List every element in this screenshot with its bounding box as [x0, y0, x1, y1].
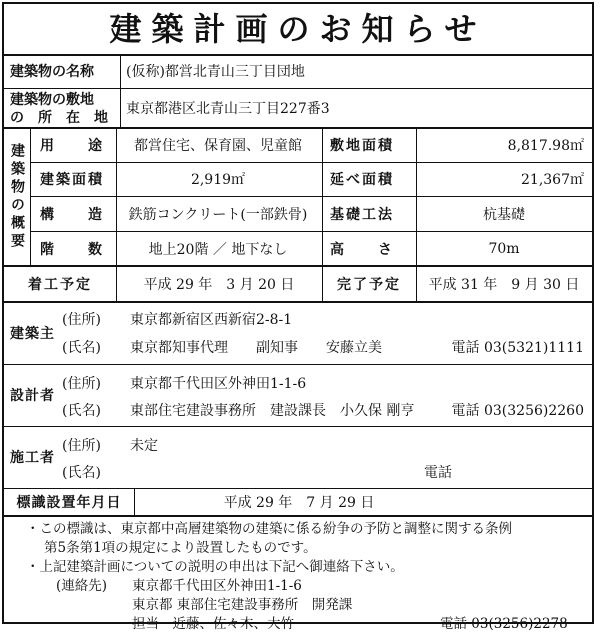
usage-label: 用 途 — [40, 138, 104, 154]
contractor-address-label: (住所) — [62, 438, 101, 454]
building-name-value: (仮称)都営北青山三丁目団地 — [126, 64, 305, 80]
designer-phone: 電話 03(3256)2260 — [451, 403, 584, 419]
contact-office: 東京都 東部住宅建設事務所 開発課 — [132, 597, 353, 613]
foundation-value: 杭基礎 — [483, 206, 525, 223]
note-line-2: 第5条第1項の規定により設置したものです。 — [44, 540, 317, 556]
designer-address-label: (住所) — [62, 376, 101, 392]
height-value: 70m — [488, 240, 520, 257]
floors-label: 階 数 — [40, 241, 104, 258]
contractor-label: 施工者 — [10, 450, 55, 466]
site-area-value: 8,817.98㎡ — [507, 138, 584, 154]
contractor-name-label: (氏名) — [62, 465, 101, 481]
contact-phone: 電話 03(3256)2278 — [440, 616, 568, 632]
sign-date-value: 平成 29 年 7 月 29 日 — [223, 495, 375, 511]
construction-notice-sign — [2, 2, 594, 632]
site-area-label: 敷地面積 — [330, 138, 394, 154]
contact-address: 東京都千代田区外神田1-1-6 — [132, 578, 302, 594]
site-location-value: 東京都港区北青山三丁目227番3 — [126, 101, 330, 117]
owner-address: 東京都新宿区西新宿2-8-1 — [130, 312, 293, 328]
designer-address: 東京都千代田区外神田1-1-6 — [130, 376, 307, 392]
height-label: 高 さ — [330, 241, 394, 258]
overview-group-label: 建築物の概要 — [9, 143, 25, 251]
building-area-value: 2,919㎡ — [190, 172, 246, 188]
contractor-address: 未定 — [130, 438, 158, 454]
contact-label: (連絡先) — [56, 578, 108, 594]
contact-person: 担当 近藤、佐々木、大竹 — [132, 616, 294, 632]
completion-label: 完了予定 — [337, 277, 401, 293]
owner-name-label: (氏名) — [62, 340, 101, 356]
start-value: 平成 29 年 3 月 20 日 — [143, 277, 295, 293]
owner-address-label: (住所) — [62, 312, 101, 328]
foundation-label: 基礎工法 — [330, 206, 394, 223]
total-floor-area-label: 延べ面積 — [330, 172, 394, 188]
site-location-label-line1: 建築物の敷地 — [10, 92, 94, 108]
owner-phone: 電話 03(5321)1111 — [451, 340, 584, 356]
designer-name: 東部住宅建設事務所 建設課長 小久保 剛亨 — [130, 403, 415, 419]
structure-label: 構 造 — [40, 206, 104, 223]
usage-value: 都営住宅、保育園、児童館 — [134, 138, 302, 154]
building-area-label: 建築面積 — [40, 172, 104, 188]
completion-value: 平成 31 年 9 月 30 日 — [428, 277, 580, 293]
designer-label: 設計者 — [10, 388, 55, 404]
contractor-phone: 電話 — [424, 465, 452, 481]
total-floor-area-value: 21,367㎡ — [521, 172, 584, 188]
sign-title: 建築計画のお知らせ — [4, 4, 592, 56]
building-name-label: 建築物の名称 — [10, 64, 94, 80]
owner-name: 東京都知事代理 副知事 安藤立美 — [130, 340, 382, 356]
floors-value: 地上20階 ／ 地下なし — [148, 241, 288, 258]
start-label: 着工予定 — [28, 277, 92, 293]
note-line-3: ・上記建築計画についての説明の申出は下記へ御連絡下さい。 — [26, 559, 404, 575]
structure-value: 鉄筋コンクリート(一部鉄骨) — [128, 206, 308, 223]
owner-label: 建築主 — [10, 326, 55, 342]
designer-name-label: (氏名) — [62, 403, 101, 419]
note-line-1: ・この標識は、東京都中高層建築物の建築に係る紛争の予防と調整に関する条例 — [26, 521, 512, 537]
sign-date-label: 標識設置年月日 — [16, 495, 122, 511]
site-location-label-line2: の 所 在 地 — [10, 110, 108, 126]
